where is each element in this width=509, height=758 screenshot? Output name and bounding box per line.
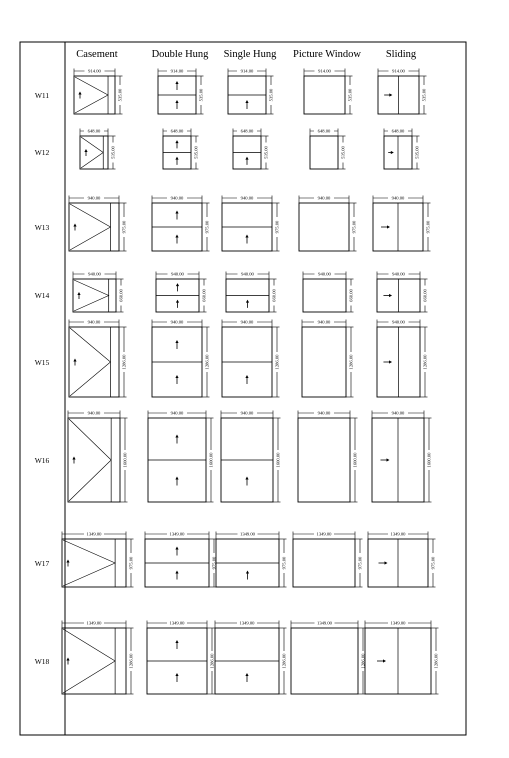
height-dimension	[272, 327, 280, 397]
height-dimension-label: 660.00	[201, 289, 207, 302]
height-dimension	[346, 279, 354, 312]
row-label-w12: W12	[34, 148, 50, 157]
width-dimension-label: 1349.00	[316, 531, 332, 537]
height-dimension	[279, 539, 287, 587]
height-dimension-label: 1286.00	[422, 354, 428, 370]
operation-arrow-icon	[175, 100, 178, 109]
operation-arrow-icon	[175, 640, 178, 649]
width-dimension	[156, 271, 199, 280]
casement-window-w11	[74, 68, 123, 115]
operation-arrow-icon	[377, 659, 386, 662]
single-hung-window-w18	[215, 620, 287, 695]
operation-arrow-icon	[175, 157, 178, 165]
width-dimension-label: 1349.00	[390, 531, 406, 537]
width-dimension-label: 940.00	[170, 195, 184, 201]
operation-arrow-icon	[245, 375, 248, 384]
width-dimension	[310, 128, 338, 137]
column-header-picture-window: Picture Window	[293, 49, 361, 60]
width-dimension-label: 914.00	[392, 68, 405, 74]
height-dimension-label: 1286.00	[433, 653, 439, 669]
operation-arrow-icon	[176, 283, 179, 291]
operation-arrow-icon	[175, 571, 178, 580]
width-dimension	[291, 620, 358, 629]
width-dimension-label: 940.00	[240, 319, 254, 325]
height-dimension	[346, 327, 354, 397]
width-dimension-label: 648.00	[170, 128, 184, 134]
width-dimension-label: 940.00	[317, 319, 331, 325]
height-dimension	[126, 539, 134, 587]
width-dimension-label: 940.00	[391, 195, 405, 201]
height-dimension-label: 975.00	[121, 220, 127, 234]
row-label-w18: W18	[34, 657, 50, 666]
sliding-window-w15	[377, 319, 428, 398]
width-dimension	[298, 410, 350, 419]
width-dimension	[80, 128, 108, 137]
row-labels	[35, 91, 50, 666]
height-dimension	[191, 136, 199, 169]
height-dimension-label: 535.00	[421, 88, 427, 102]
width-dimension-label: 648.00	[87, 128, 101, 134]
width-dimension	[62, 620, 126, 629]
single-hung-window-w16	[221, 410, 281, 503]
width-dimension	[222, 319, 272, 328]
width-dimension	[373, 195, 423, 204]
column-header-casement: Casement	[76, 49, 118, 60]
operation-arrow-icon	[175, 340, 178, 349]
width-dimension-label: 648.00	[317, 128, 331, 134]
picture-window-window-w16	[298, 410, 358, 503]
height-dimension-label: 1600.00	[208, 452, 214, 468]
height-dimension	[273, 418, 281, 502]
width-dimension	[158, 68, 196, 77]
height-dimension-label: 1286.00	[274, 354, 280, 370]
row-label-w15: W15	[34, 358, 50, 367]
height-dimension-label: 535.00	[117, 88, 123, 102]
width-dimension-label: 940.00	[392, 271, 405, 277]
width-dimension	[74, 68, 115, 77]
height-dimension-label: 535.00	[110, 146, 116, 159]
picture-window-window-w12	[310, 128, 346, 170]
operation-arrow-icon	[246, 571, 249, 580]
height-dimension-label: 1286.00	[209, 653, 215, 669]
height-dimension	[428, 539, 436, 587]
window-frame	[293, 539, 355, 587]
height-dimension-label: 535.00	[340, 146, 346, 159]
width-dimension-label: 940.00	[87, 319, 101, 325]
single-hung-window-w13	[222, 195, 280, 252]
window-frame	[298, 418, 350, 502]
width-dimension	[163, 128, 191, 137]
operation-arrow-icon	[175, 673, 178, 682]
casement-window-w16	[68, 410, 128, 503]
height-dimension	[119, 203, 127, 251]
window-frame	[303, 279, 346, 312]
operation-arrow-icon	[66, 560, 69, 567]
width-dimension-label: 940.00	[392, 319, 405, 325]
operation-arrow-icon	[384, 93, 392, 96]
height-dimension-label: 1600.00	[352, 452, 358, 468]
width-dimension	[365, 620, 431, 629]
height-dimension-label: 535.00	[268, 88, 274, 102]
operation-arrow-icon	[379, 561, 388, 564]
height-dimension-label: 975.00	[128, 556, 134, 570]
hinge-swing-lines	[70, 328, 111, 396]
width-dimension-label: 1349.00	[390, 620, 406, 626]
height-dimension-label: 975.00	[211, 556, 217, 570]
row-label-w11: W11	[34, 91, 50, 100]
height-dimension-label: 1600.00	[275, 452, 281, 468]
window-frame	[68, 418, 120, 502]
operation-arrow-icon	[245, 477, 248, 486]
height-dimension-label: 1600.00	[122, 452, 128, 468]
sliding-window-w16	[372, 410, 432, 503]
width-dimension	[293, 531, 355, 540]
height-dimension-label: 660.00	[271, 289, 277, 302]
casement-window-w12	[80, 128, 116, 170]
height-dimension	[412, 136, 420, 169]
height-dimension	[272, 203, 280, 251]
operation-arrow-icon	[78, 92, 81, 99]
casement-window-w18	[62, 620, 134, 695]
height-dimension-label: 1286.00	[204, 354, 210, 370]
window-grid	[62, 68, 439, 695]
operation-arrow-icon	[84, 149, 87, 156]
width-dimension-label: 648.00	[391, 128, 405, 134]
sliding-window-w18	[365, 620, 439, 695]
height-dimension-label: 660.00	[118, 289, 124, 302]
height-dimension-label: 975.00	[430, 556, 436, 570]
casement-window-w14	[73, 271, 124, 313]
width-dimension	[372, 410, 424, 419]
operation-arrow-icon	[175, 211, 178, 220]
operation-arrow-icon	[245, 673, 248, 682]
hinge-swing-lines	[63, 629, 115, 693]
width-dimension-label: 914.00	[170, 68, 184, 74]
height-dimension-label: 975.00	[281, 556, 287, 570]
width-dimension-label: 940.00	[87, 195, 101, 201]
sliding-window-w17	[368, 531, 436, 588]
height-dimension-label: 660.00	[422, 289, 428, 302]
height-dimension	[209, 539, 217, 587]
operation-arrow-icon	[175, 435, 178, 444]
width-dimension-label: 1349.00	[169, 531, 185, 537]
height-dimension	[206, 418, 214, 502]
sliding-window-w12	[384, 128, 420, 170]
width-dimension	[147, 620, 207, 629]
width-dimension-label: 1349.00	[86, 531, 102, 537]
double-hung-window-w13	[152, 195, 210, 252]
hinge-swing-lines	[81, 137, 103, 168]
height-dimension	[431, 628, 439, 694]
height-dimension-label: 1286.00	[121, 354, 127, 370]
height-dimension-label: 975.00	[425, 220, 431, 234]
height-dimension	[115, 76, 123, 114]
width-dimension	[228, 68, 266, 77]
width-dimension-label: 940.00	[171, 271, 184, 277]
width-dimension	[216, 531, 279, 540]
window-frame	[69, 327, 119, 397]
width-dimension-label: 940.00	[317, 195, 331, 201]
height-dimension	[269, 279, 277, 312]
height-dimension-label: 535.00	[414, 146, 420, 159]
sliding-window-w14	[377, 271, 428, 313]
double-hung-window-w11	[158, 68, 204, 115]
operation-arrow-icon	[175, 477, 178, 486]
single-hung-window-w12	[233, 128, 269, 170]
height-dimension	[207, 628, 215, 694]
sliding-window-w11	[378, 68, 427, 115]
height-dimension	[202, 203, 210, 251]
height-dimension-label: 1286.00	[281, 653, 287, 669]
operation-arrow-icon	[381, 225, 390, 228]
height-dimension	[338, 136, 346, 169]
operation-arrow-icon	[246, 300, 249, 308]
width-dimension	[152, 195, 202, 204]
width-dimension-label: 940.00	[240, 410, 254, 416]
hinge-swing-lines	[70, 204, 111, 250]
width-dimension-label: 914.00	[240, 68, 254, 74]
outer-border	[20, 42, 466, 735]
height-dimension-label: 535.00	[198, 88, 204, 102]
double-hung-window-w14	[156, 271, 207, 313]
width-dimension-label: 940.00	[240, 195, 254, 201]
height-dimension-label: 1600.00	[426, 452, 432, 468]
width-dimension	[304, 68, 345, 77]
width-dimension-label: 1349.00	[317, 620, 332, 626]
hinge-swing-lines	[63, 540, 115, 586]
height-dimension	[355, 539, 363, 587]
operation-arrow-icon	[245, 157, 248, 165]
operation-arrow-icon	[383, 360, 392, 363]
height-dimension-label: 535.00	[263, 146, 269, 159]
height-dimension	[345, 76, 353, 114]
picture-window-window-w11	[304, 68, 353, 115]
operation-arrow-icon	[381, 458, 390, 461]
casement-window-w13	[69, 195, 127, 252]
width-dimension	[221, 410, 273, 419]
width-dimension	[73, 271, 116, 280]
width-dimension	[377, 271, 420, 280]
height-dimension-label: 660.00	[348, 289, 354, 302]
double-hung-window-w18	[147, 620, 215, 695]
operation-arrow-icon	[77, 292, 80, 299]
width-dimension	[302, 319, 346, 328]
row-label-w17: W17	[34, 559, 50, 568]
width-dimension-label: 1349.00	[86, 620, 102, 626]
height-dimension-label: 535.00	[193, 146, 199, 159]
double-hung-window-w17	[145, 531, 217, 588]
window-frame	[62, 539, 126, 587]
width-dimension-label: 940.00	[170, 410, 184, 416]
window-frame	[302, 327, 346, 397]
operation-arrow-icon	[175, 547, 178, 556]
width-dimension	[377, 319, 420, 328]
window-frame	[291, 628, 358, 694]
column-headers	[76, 49, 417, 60]
width-dimension	[384, 128, 412, 137]
height-dimension	[279, 628, 287, 694]
picture-window-window-w13	[299, 195, 357, 252]
height-dimension	[202, 327, 210, 397]
width-dimension	[145, 531, 209, 540]
width-dimension	[62, 531, 126, 540]
height-dimension	[419, 76, 427, 114]
operation-arrow-icon	[388, 151, 394, 154]
column-header-sliding: Sliding	[385, 49, 417, 60]
height-dimension	[108, 136, 116, 169]
operation-arrow-icon	[72, 457, 75, 464]
sliding-window-w13	[373, 195, 431, 252]
picture-window-window-w14	[303, 271, 354, 313]
width-dimension-label: 940.00	[88, 271, 101, 277]
height-dimension	[424, 418, 432, 502]
width-dimension-label: 940.00	[317, 410, 331, 416]
height-dimension	[196, 76, 204, 114]
height-dimension	[119, 327, 127, 397]
width-dimension	[152, 319, 202, 328]
width-dimension	[378, 68, 419, 77]
width-dimension-label: 1349.00	[240, 531, 255, 537]
operation-arrow-icon	[73, 224, 76, 231]
height-dimension	[116, 279, 124, 312]
row-label-w13: W13	[34, 223, 50, 232]
width-dimension-label: 940.00	[170, 319, 184, 325]
width-dimension	[222, 195, 272, 204]
height-dimension	[349, 203, 357, 251]
height-dimension	[423, 203, 431, 251]
height-dimension-label: 975.00	[351, 220, 357, 234]
window-frame	[304, 76, 345, 114]
operation-arrow-icon	[175, 235, 178, 244]
hinge-swing-lines	[69, 419, 111, 501]
picture-window-window-w18	[291, 620, 366, 695]
width-dimension	[69, 195, 119, 204]
height-dimension	[420, 279, 428, 312]
width-dimension-label: 648.00	[240, 128, 254, 134]
double-hung-window-w16	[148, 410, 214, 503]
window-frame	[310, 136, 338, 169]
width-dimension-label: 940.00	[87, 410, 101, 416]
width-dimension	[226, 271, 269, 280]
height-dimension	[126, 628, 134, 694]
casement-window-w17	[62, 531, 134, 588]
width-dimension-label: 940.00	[241, 271, 254, 277]
width-dimension-label: 1349.00	[239, 620, 255, 626]
height-dimension	[120, 418, 128, 502]
picture-window-window-w15	[302, 319, 354, 398]
width-dimension-label: 940.00	[391, 410, 405, 416]
height-dimension	[420, 327, 428, 397]
width-dimension	[303, 271, 346, 280]
height-dimension-label: 975.00	[274, 220, 280, 234]
width-dimension	[215, 620, 279, 629]
single-hung-window-w14	[226, 271, 277, 313]
picture-window-window-w17	[293, 531, 363, 588]
width-dimension	[68, 410, 120, 419]
width-dimension	[148, 410, 206, 419]
width-dimension-label: 914.00	[318, 68, 331, 74]
width-dimension-label: 914.00	[88, 68, 101, 74]
height-dimension	[266, 76, 274, 114]
single-hung-window-w17	[216, 531, 287, 588]
height-dimension-label: 1286.00	[348, 354, 354, 370]
window-frame	[80, 136, 108, 169]
operation-arrow-icon	[66, 658, 69, 665]
window-frame	[69, 203, 119, 251]
width-dimension	[233, 128, 261, 137]
height-dimension	[261, 136, 269, 169]
operation-arrow-icon	[175, 81, 178, 90]
height-dimension-label: 975.00	[204, 220, 210, 234]
height-dimension-label: 1286.00	[360, 653, 366, 669]
width-dimension	[69, 319, 119, 328]
double-hung-window-w12	[163, 128, 199, 170]
row-label-w14: W14	[34, 291, 50, 300]
width-dimension	[299, 195, 349, 204]
column-header-double-hung: Double Hung	[151, 49, 209, 60]
row-label-w16: W16	[34, 456, 50, 465]
double-hung-window-w15	[152, 319, 210, 398]
casement-window-w15	[69, 319, 127, 398]
operation-arrow-icon	[73, 359, 76, 366]
window-frame	[73, 279, 116, 312]
single-hung-window-w15	[222, 319, 280, 398]
height-dimension-label: 975.00	[357, 556, 363, 570]
operation-arrow-icon	[176, 300, 179, 308]
window-frame	[299, 203, 349, 251]
height-dimension	[358, 628, 366, 694]
width-dimension	[368, 531, 428, 540]
width-dimension-label: 1349.00	[169, 620, 185, 626]
window-frame	[62, 628, 126, 694]
column-header-single-hung: Single Hung	[223, 49, 277, 60]
height-dimension	[199, 279, 207, 312]
height-dimension	[350, 418, 358, 502]
operation-arrow-icon	[175, 375, 178, 384]
height-dimension-label: 535.00	[347, 88, 353, 102]
width-dimension-label: 940.00	[318, 271, 331, 277]
operation-arrow-icon	[245, 235, 248, 244]
operation-arrow-icon	[175, 140, 178, 148]
operation-arrow-icon	[245, 100, 248, 109]
single-hung-window-w11	[228, 68, 274, 115]
height-dimension-label: 1286.00	[128, 653, 134, 669]
operation-arrow-icon	[383, 294, 392, 297]
